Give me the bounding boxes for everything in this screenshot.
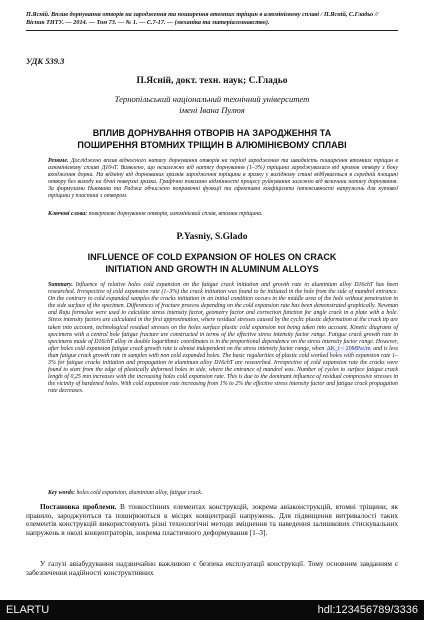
abstract-ukrainian-label: Резюме. (48, 158, 69, 164)
title-ukrainian (40, 128, 384, 151)
body-paragraph-2 (26, 560, 398, 577)
affiliation-line-2: імені Івана Пулюя (179, 105, 245, 115)
affiliation (0, 94, 424, 116)
title-ukrainian-line-2: ПОШИРЕННЯ ВТОМНИХ ТРІЩИН В АЛЮМІНІЄВОМУ СПЛАВІ (77, 139, 347, 150)
title-english-line-1: INFLUENCE OF COLD EXPANSION OF HOLES ON CRACK (87, 252, 337, 262)
keywords-english-text: holes cold expansion, aluminium alloy, fatigue crack. (76, 490, 203, 496)
body-paragraph-1-text: В тонкостінних елементах конструкцій, зокрема авіаконструкцій, втомні тріщини, як правило, зароджуються та поширюються в місцях концентрації напружень. Для підвищення витривалості таких елементів конструкцій використовують різні технологічні методи зміцнення та наведення залишкових стискувальних напружень в околі концентраторів, зокрема пластичного деформування [1–3]. (26, 502, 398, 538)
abstract-ukrainian (48, 158, 398, 201)
affiliation-line-1: Тернопільський національний технічний університет (114, 94, 310, 104)
section-heading-problem: Постановка проблеми. (40, 502, 117, 511)
title-english (50, 252, 374, 275)
authors-ukrainian: П.Ясній, докт. техн. наук; С.Гладьо (136, 76, 288, 86)
abstract-english-text-part-1: Influence of relative holes cold expansion on the fatigue crack initiation and growth rate in aluminium alloy D16chT has been researched. Irrespective of cold expansion rate (1–3%) the crack initiation was found to be initiated in the hole from the side of mandrel entrance. On the contrary to cold expanded samples the cracks initiation in an initial condition occurs in the middle area of the hole without penetration in the side surface of the specimen. Differences of fracture process depending on the cold expansion rate has been demonstrated graphically. Newman and Raju formulae were used to calculate stress intensity factor, geometry factor and correction function for angle crack in a plate with a hole. Stress intensity factors are calculated in the first approximation, where residual stresses caused by the cyclic plastic deformation at the crack tip are taken into account, technological residual stresses on the holes surface plastic cold expansion not being taken into account. Kinetic diagrams of specimens with a central hole fatigue fracture are constructed in terms of the effective stress intensity factor range. Fatigue crack growth rate in specimens made of D16chT alloy in double logarithmic coordinates is in the proportional dependence on the stress intensity factor range. However, after holes cold expansion fatigue crack growth rate is almost independent on the stress intensity factor range, when (48, 282, 398, 352)
keywords-english (48, 490, 398, 497)
viewer-footer-bar (0, 600, 424, 620)
abstract-english (48, 282, 398, 396)
keywords-ukrainian (48, 211, 398, 218)
running-head-citation: П.Ясній. Вплив дорнування отворів на зародження та поширення втомних тріщин в алюмінієвому сплаві / П.Ясній, С.Гладьо // Вісник ТНТУ. — 2014. — Том 73. — № 1. — С.7-17. — (механіка та матеріалознавство). (26, 11, 398, 31)
body-paragraph-2-text: У галузі авіабудування надзвичайно важливою є безпека експлуатації конструкції. Тому основним завданням є забезпечення надійності конструктивних (26, 559, 398, 577)
body-paragraph-1 (26, 503, 398, 538)
authors-english: P.Yasniy, S.Glado (176, 232, 248, 242)
title-ukrainian-line-1: ВПЛИВ ДОРНУВАННЯ ОТВОРІВ НА ЗАРОДЖЕННЯ ТА (92, 128, 332, 138)
abstract-english-text-part-2: and is less than fatigue crack growth rate in samples with non cold expanded holes. The basic regularities of plastic cold worked holes with expansion rate 1–3% for fatigue cracks initiation and propagation in aluminum alloy D16chT are researched. Irrespective of cold expansion rate the cracks were found to start from the edge of plastically deformed holes in side, where the entrance of mandrel was. Number of cycles to surface fatigue crack length of 0,25 mm increases with the increasing holes cold expansion rate. This is due to the dominant influence of residual compressive stresses in the vicinity of hardened holes. With cold expansion rate increasing from 1% to 2% the effective stress intensity factor and fatigue crack propagation rate decreases. (48, 345, 398, 395)
title-english-line-2: INITIATION AND GROWTH IN ALUMINUM ALLOYS (105, 263, 319, 274)
abstract-ukrainian-text: Досліджено вплив відносного натягу дорнування отворів на період зародження та швидкість поширення втомних тріщин в алюмінієвому сплаві Д16чТ. Виявлено, що незалежно від натягу дорнування (1–3%) тріщина зароджувалася від кромок отвору з боку входження дорна. На відміну від дорнованих зразків зародження тріщини в зразку у вихідному стані відбувається в середній площині отвору без виходу на бічні поверхні зразка. Графічно показано відмінності процесу руйнування залежно від величини натягу дорнування. За формулами Ньюмана та Раджа обчислено поправочні функції та ефективні коефіцієнти інтенсивності напружень для кутової тріщини у пластині з отвором. (48, 158, 398, 200)
udc-code: УДК 539.3 (26, 56, 65, 66)
keywords-ukrainian-label: Ключові слова: (48, 211, 88, 217)
handle-identifier[interactable]: hdl:123456789/3336 (317, 604, 418, 616)
keywords-english-label: Key words: (48, 490, 75, 496)
stress-intensity-formula: ΔK_t < 20MPa√m (326, 345, 371, 352)
keywords-ukrainian-text: поверхневе дорнування отворів, алюмінієвий сплав, втомна тріщина. (88, 211, 263, 217)
repository-name: ELARTU (6, 604, 50, 616)
abstract-english-label: Summary. (48, 282, 73, 288)
